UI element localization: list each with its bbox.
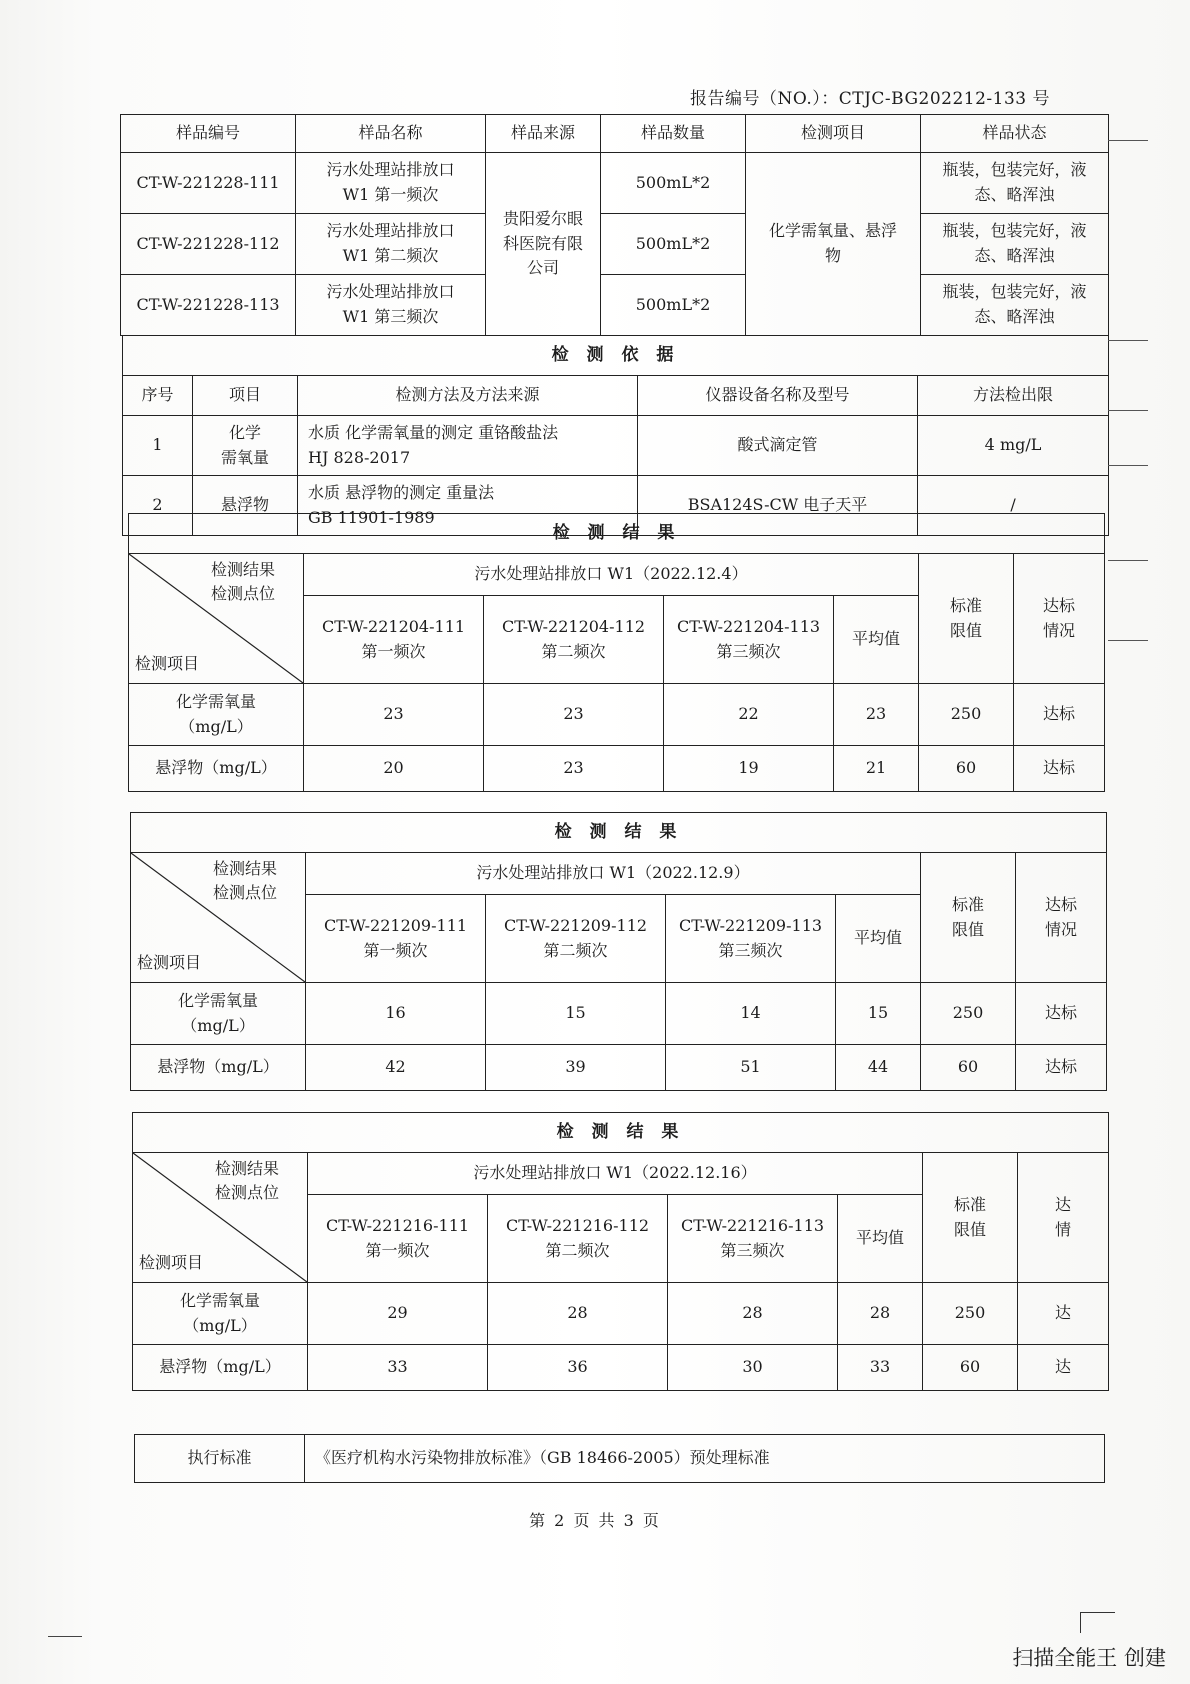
basis-method: 水质 化学需氧量的测定 重铬酸盐法 HJ 828-2017 [298, 416, 638, 476]
standard-table [134, 1434, 1105, 1483]
compliance-header: 达标 情况 [1016, 853, 1107, 983]
header-item: 项目 [193, 376, 298, 416]
header-sample-qty: 样品数量 [601, 115, 746, 153]
report-number: 报告编号（NO.）：CTJC-BG202212-133 号 [690, 89, 1051, 109]
scanner-watermark: 扫描全能王 创建 [1012, 1646, 1166, 1670]
limit-cell: 60 [919, 746, 1014, 792]
test-item: 化学需氧量、悬浮 物 [746, 153, 921, 336]
header-sample-name: 样品名称 [296, 115, 486, 153]
diag-item-label: 检测项目 [135, 654, 200, 674]
sample-state: 瓶装，包装完好，液 态、略浑浊 [921, 275, 1109, 336]
compliance-header: 达 情 [1018, 1153, 1109, 1283]
limit-cell: 250 [919, 684, 1014, 746]
result-table [132, 1112, 1109, 1391]
cod-label: 化学需氧量 （mg/L） [131, 983, 306, 1045]
diagonal-header-cell [131, 853, 306, 983]
scan-mark [48, 1636, 82, 1637]
diag-location-label: 检测点位 [210, 584, 275, 603]
limit-cell: 250 [921, 983, 1016, 1045]
sample-code-header: CT-W-221209-113 第三频次 [666, 895, 836, 983]
sample-code-header: CT-W-221216-112 第二频次 [488, 1195, 668, 1283]
value-cell: 30 [668, 1345, 838, 1391]
value-cell: 51 [666, 1045, 836, 1091]
compliance-cell: 达 [1018, 1345, 1109, 1391]
value-cell: 23 [304, 684, 484, 746]
header-test-item: 检测项目 [746, 115, 921, 153]
average-cell: 44 [836, 1045, 921, 1091]
compliance-cell: 达标 [1016, 1045, 1107, 1091]
value-cell: 39 [486, 1045, 666, 1091]
sample-id: CT-W-221228-112 [121, 214, 296, 275]
cod-label: 化学需氧量 （mg/L） [129, 684, 304, 746]
sample-name: 污水处理站排放口 W1 第三频次 [296, 275, 486, 336]
compliance-header: 达标 情况 [1014, 554, 1105, 684]
basis-table [122, 335, 1109, 536]
sample-code-header: CT-W-221204-112 第二频次 [484, 596, 664, 684]
sample-code-header: CT-W-221209-111 第一频次 [306, 895, 486, 983]
basis-title: 检 测 依 据 [123, 336, 1109, 376]
location-header: 污水处理站排放口 W1（2022.12.9） [306, 853, 921, 895]
sample-name: 污水处理站排放口 W1 第一频次 [296, 153, 486, 214]
value-cell: 22 [664, 684, 834, 746]
value-cell: 28 [668, 1283, 838, 1345]
header-sample-source: 样品来源 [486, 115, 601, 153]
sample-source: 贵阳爱尔眼 科医院有限 公司 [486, 153, 601, 336]
ss-label: 悬浮物（mg/L） [129, 746, 304, 792]
basis-instrument: BSA124S-CW 电子天平 [638, 476, 918, 536]
value-cell: 20 [304, 746, 484, 792]
value-cell: 15 [486, 983, 666, 1045]
basis-instrument: 酸式滴定管 [638, 416, 918, 476]
diag-result-label: 检测结果 [214, 1159, 279, 1178]
cod-label: 化学需氧量 （mg/L） [133, 1283, 308, 1345]
standard-label: 执行标准 [135, 1435, 305, 1483]
diagonal-header-cell [133, 1153, 308, 1283]
sample-qty: 500mL*2 [601, 275, 746, 336]
ss-label: 悬浮物（mg/L） [131, 1045, 306, 1091]
sample-table [120, 114, 1109, 336]
result-table [130, 812, 1107, 1091]
results-title: 检 测 结 果 [131, 813, 1107, 853]
ss-label: 悬浮物（mg/L） [133, 1345, 308, 1391]
results-title: 检 测 结 果 [133, 1113, 1109, 1153]
sample-id: CT-W-221228-113 [121, 275, 296, 336]
average-header: 平均值 [838, 1195, 923, 1283]
average-header: 平均值 [834, 596, 919, 684]
standard-limit-header: 标准 限值 [919, 554, 1014, 684]
basis-limit: 4 mg/L [918, 416, 1109, 476]
sample-state: 瓶装，包装完好，液 态、略浑浊 [921, 214, 1109, 275]
header-sample-id: 样品编号 [121, 115, 296, 153]
location-header: 污水处理站排放口 W1（2022.12.4） [304, 554, 919, 596]
value-cell: 16 [306, 983, 486, 1045]
diag-result-label: 检测结果 [212, 859, 277, 878]
sample-code-header: CT-W-221204-111 第一频次 [304, 596, 484, 684]
basis-method: 水质 悬浮物的测定 重量法 GB 11901-1989 [298, 476, 638, 536]
header-detection-limit: 方法检出限 [918, 376, 1109, 416]
average-cell: 33 [838, 1345, 923, 1391]
result-table [128, 513, 1105, 792]
value-cell: 23 [484, 746, 664, 792]
average-cell: 28 [838, 1283, 923, 1345]
location-header: 污水处理站排放口 W1（2022.12.16） [308, 1153, 923, 1195]
sample-qty: 500mL*2 [601, 214, 746, 275]
average-cell: 21 [834, 746, 919, 792]
value-cell: 23 [484, 684, 664, 746]
page-footer: 第 2 页 共 3 页 [529, 1511, 661, 1530]
compliance-cell: 达标 [1016, 983, 1107, 1045]
value-cell: 36 [488, 1345, 668, 1391]
diag-result-label: 检测结果 [210, 560, 275, 579]
value-cell: 19 [664, 746, 834, 792]
compliance-cell: 达 [1018, 1283, 1109, 1345]
adjacent-page-edge [1108, 120, 1148, 1420]
sample-code-header: CT-W-221209-112 第二频次 [486, 895, 666, 983]
value-cell: 29 [308, 1283, 488, 1345]
sample-name: 污水处理站排放口 W1 第二频次 [296, 214, 486, 275]
sample-code-header: CT-W-221216-111 第一频次 [308, 1195, 488, 1283]
sample-id: CT-W-221228-111 [121, 153, 296, 214]
value-cell: 14 [666, 983, 836, 1045]
sample-code-header: CT-W-221204-113 第三频次 [664, 596, 834, 684]
diag-item-label: 检测项目 [139, 1253, 204, 1273]
diagonal-header-cell [129, 554, 304, 684]
header-sample-state: 样品状态 [921, 115, 1109, 153]
diag-location-label: 检测点位 [212, 883, 277, 902]
sample-state: 瓶装，包装完好，液 态、略浑浊 [921, 153, 1109, 214]
basis-no: 1 [123, 416, 193, 476]
average-cell: 15 [836, 983, 921, 1045]
diag-item-label: 检测项目 [137, 953, 202, 973]
basis-item: 化学 需氧量 [193, 416, 298, 476]
basis-item: 悬浮物 [193, 476, 298, 536]
standard-limit-header: 标准 限值 [923, 1153, 1018, 1283]
standard-limit-header: 标准 限值 [921, 853, 1016, 983]
header-no: 序号 [123, 376, 193, 416]
header-instrument: 仪器设备名称及型号 [638, 376, 918, 416]
basis-no: 2 [123, 476, 193, 536]
standard-value: 《医疗机构水污染物排放标准》（GB 18466-2005）预处理标准 [305, 1435, 1105, 1483]
header-method: 检测方法及方法来源 [298, 376, 638, 416]
sample-code-header: CT-W-221216-113 第三频次 [668, 1195, 838, 1283]
value-cell: 28 [488, 1283, 668, 1345]
basis-limit: / [918, 476, 1109, 536]
sample-qty: 500mL*2 [601, 153, 746, 214]
average-cell: 23 [834, 684, 919, 746]
diag-location-label: 检测点位 [214, 1183, 279, 1202]
compliance-cell: 达标 [1014, 684, 1105, 746]
limit-cell: 60 [923, 1345, 1018, 1391]
scan-mark [1080, 1612, 1115, 1633]
limit-cell: 60 [921, 1045, 1016, 1091]
value-cell: 42 [306, 1045, 486, 1091]
limit-cell: 250 [923, 1283, 1018, 1345]
average-header: 平均值 [836, 895, 921, 983]
results-title: 检 测 结 果 [129, 514, 1105, 554]
value-cell: 33 [308, 1345, 488, 1391]
compliance-cell: 达标 [1014, 746, 1105, 792]
